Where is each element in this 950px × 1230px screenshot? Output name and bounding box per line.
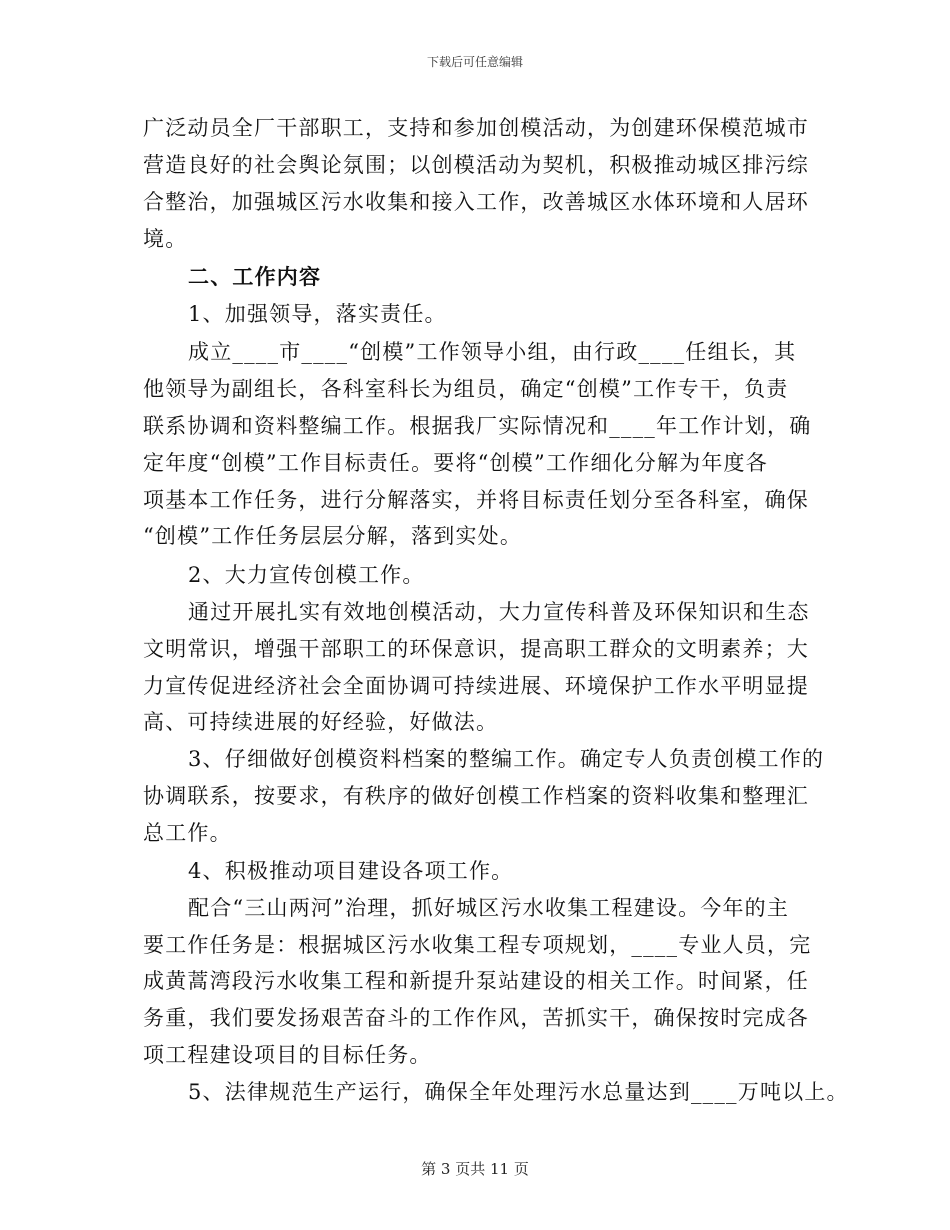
paragraph-line: 配合“三山两河”治理，抓好城区污水收集工程建设。今年的主: [188, 896, 790, 920]
paragraph-line: 文明常识，增强干部职工的环保意识，提高职工群众的文明素养；大: [143, 637, 809, 661]
paragraph-line: 要工作任务是：根据城区污水收集工程专项规划，____专业人员，完: [143, 933, 812, 957]
paragraph-line: 项基本工作任务，进行分解落实，并将目标责任划分至各科室，确保: [143, 488, 809, 512]
paragraph-line: 务重，我们要发扬艰苦奋斗的工作作风，苦抓实干，确保按时完成各: [143, 1006, 809, 1030]
paragraph-line: 合整治，加强城区污水收集和接入工作，改善城区水体环境和人居环: [143, 190, 809, 214]
paragraph-line: 定年度“创模”工作目标责任。要将“创模”工作细化分解为年度各: [143, 451, 768, 475]
paragraph-line: 高、可持续进展的好经验，好做法。: [143, 710, 499, 734]
subsection-heading: 4、积极推动项目建设各项工作。: [188, 859, 514, 883]
section-heading: 二、工作内容: [188, 264, 322, 289]
paragraph-line: 联系协调和资料整编工作。根据我厂实际情况和____年工作计划，确: [143, 414, 812, 438]
paragraph-line: 通过开展扎实有效地创模活动，大力宣传科普及环保知识和生态: [188, 600, 810, 624]
paragraph-line: 力宣传促进经济社会全面协调可持续进展、环境保护工作水平明显提: [143, 674, 809, 698]
paragraph-line: 成黄蒿湾段污水收集工程和新提升泵站建设的相关工作。时间紧，任: [143, 969, 809, 993]
page-header: 下载后可任意编辑: [426, 55, 523, 69]
subsection-heading: 3、仔细做好创模资料档案的整编工作。确定专人负责创模工作的: [188, 747, 825, 771]
paragraph-line: 他领导为副组长，各科室科长为组员，确定“创模”工作专干，负责: [143, 377, 789, 401]
paragraph-line: 广泛动员全厂干部职工，支持和参加创模活动，为创建环保模范城市: [143, 116, 809, 140]
paragraph-line: “创模”工作任务层层分解，落到实处。: [143, 524, 523, 548]
subsection-heading: 1、加强领导，落实责任。: [188, 302, 447, 326]
paragraph-line: 营造良好的社会舆论氛围；以创模活动为契机，积极推动城区排污综: [143, 153, 809, 177]
subsection-heading: 2、大力宣传创模工作。: [188, 563, 425, 587]
paragraph-line: 总工作。: [143, 821, 232, 845]
page-footer: 第 3 页共 11 页: [421, 1160, 529, 1178]
paragraph-line: 项工程建设项目的目标任务。: [143, 1043, 432, 1067]
paragraph-line: 协调联系，按要求，有秩序的做好创模工作档案的资料收集和整理汇: [143, 784, 809, 808]
paragraph-line: 境。: [143, 227, 188, 251]
paragraph-line: 成立____市____“创模”工作领导小组，由行政____任组长，其: [188, 340, 797, 364]
subsection-heading: 5、法律规范生产运行，确保全年处理污水总量达到____万吨以上。: [188, 1080, 849, 1104]
